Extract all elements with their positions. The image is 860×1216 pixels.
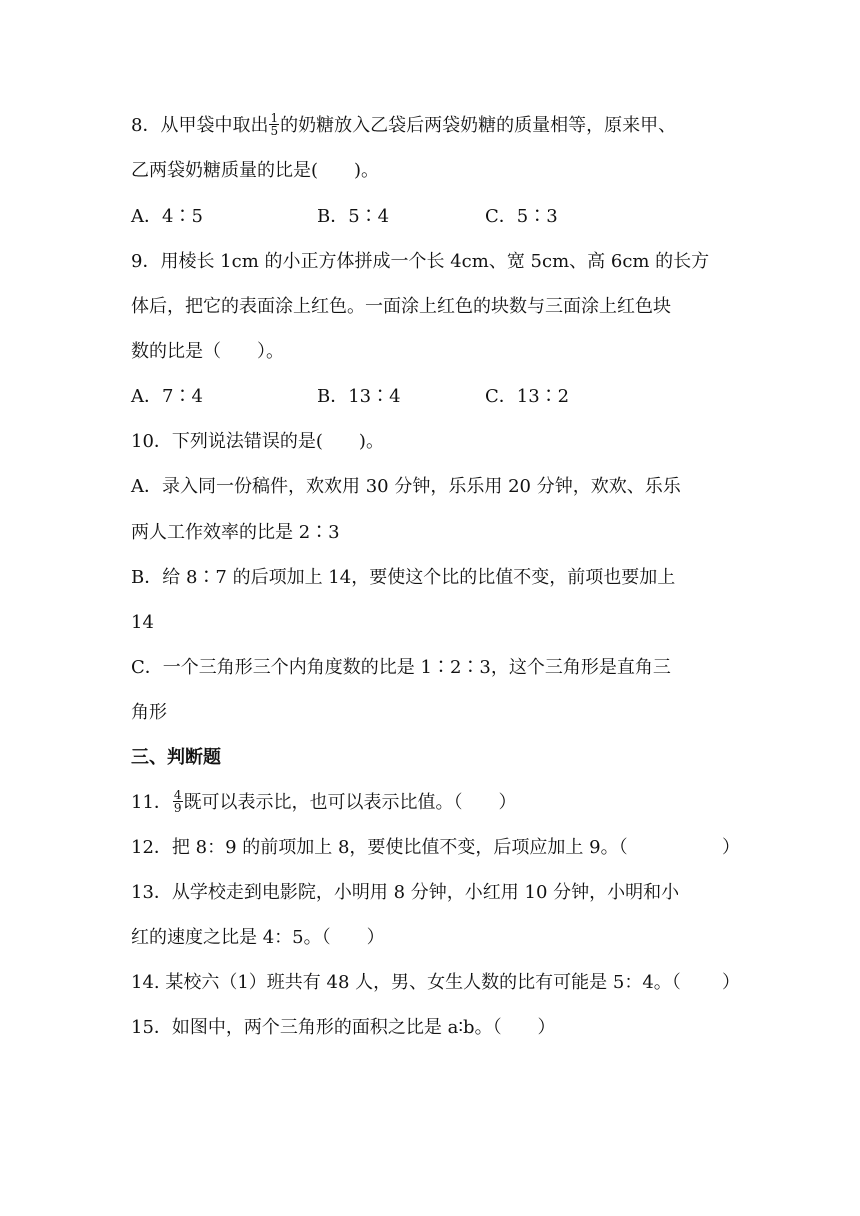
q8-option-b: B．5∶4	[317, 206, 390, 227]
q14-text: 14. 某校六（1）班共有 48 人，男、女生人数的比有可能是 5：4。（	[131, 972, 681, 993]
q8-fraction	[269, 112, 279, 137]
q8-line-2: 乙两袋奶糖质量的比是( )。	[131, 160, 380, 181]
q10-option-a-line-2: 两人工作效率的比是 2∶3	[131, 522, 340, 543]
q14-close-paren: ）	[722, 972, 740, 993]
q13-line-2: 红的速度之比是 4：5。（ ）	[131, 927, 385, 948]
q12-line	[131, 834, 740, 862]
q13-line-1: 13．从学校走到电影院，小明用 8 分钟，小红用 10 分钟，小明和小	[131, 882, 680, 903]
q15-line: 15．如图中，两个三角形的面积之比是 a∶b。（ ）	[131, 1017, 556, 1038]
q8-option-c: C．5∶3	[485, 206, 558, 227]
q11-frac-den: 9	[173, 800, 182, 815]
q11-frac-num: 4	[173, 787, 182, 802]
q8-text-pre: 8．从甲袋中取出	[131, 115, 269, 136]
section-3-heading: 三、判断题	[131, 747, 221, 768]
q8-option-a: A．4∶5	[131, 206, 203, 227]
q10-option-b-line-2: 14	[131, 612, 154, 633]
q9-line-2: 体后，把它的表面涂上红色。一面涂上红色的块数与三面涂上红色块	[131, 296, 671, 317]
q9-line-1: 9．用棱长 1cm 的小正方体拼成一个长 4cm、宽 5cm、高 6cm 的长方	[131, 251, 710, 272]
q14-line	[131, 969, 740, 997]
q12-text: 12．把 8：9 的前项加上 8，要使比值不变，后项应加上 9。（	[131, 837, 628, 858]
q8-line-1	[131, 112, 740, 140]
q10-option-c-line-2: 角形	[131, 702, 167, 723]
q11-fraction	[173, 789, 183, 814]
q8-frac-den: 5	[270, 123, 279, 138]
q9-line-3: 数的比是（ ）。	[131, 341, 284, 362]
q10-stem: 10．下列说法错误的是( )。	[131, 431, 384, 452]
q10-option-a-line-1: A．录入同一份稿件，欢欢用 30 分钟，乐乐用 20 分钟，欢欢、乐乐	[131, 476, 681, 497]
q10-option-c-line-1: C．一个三角形三个内角度数的比是 1∶2∶3，这个三角形是直角三	[131, 657, 671, 678]
q9-option-a: A．7∶4	[131, 386, 203, 407]
q12-close-paren: ）	[722, 837, 740, 858]
q11-text-post: 既可以表示比，也可以表示比值。（ ）	[183, 792, 517, 813]
q11-text-pre: 11．	[131, 792, 172, 813]
q9-option-b: B．13∶4	[317, 386, 401, 407]
q11-line	[131, 789, 740, 817]
q8-frac-num: 1	[270, 110, 279, 125]
q10-option-b-line-1: B．给 8∶7 的后项加上 14，要使这个比的比值不变，前项也要加上	[131, 567, 676, 588]
q8-text-post: 的奶糖放入乙袋后两袋奶糖的质量相等，原来甲、	[280, 115, 677, 136]
q9-option-c: C．13∶2	[485, 386, 570, 407]
